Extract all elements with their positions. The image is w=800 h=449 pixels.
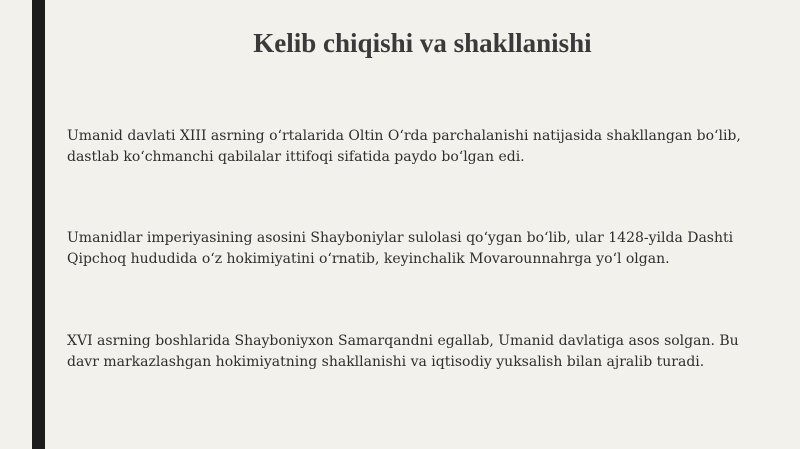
slide-title: Kelib chiqishi va shakllanishi — [253, 28, 592, 58]
paragraph-shaybanids: Umanidlar imperiyasining asosini Shayboniylar sulolasi qoʻygan boʻlib, ular 1428-yilda Dashti Qipchoq hududida oʻz hokimiyatini oʻrnatib, keyinchalik Movarounnahrga yoʻl olgan. — [67, 230, 734, 267]
left-accent-bar — [32, 0, 45, 449]
paragraph-16th-century: XVI asrning boshlarida Shayboniyxon Samarqandni egallab, Umanid davlatiga asos solgan. Bu davr markazlashgan hokimiyatning shakllanishi va iqtisodiy yuksalish bilan ajralib turadi. — [67, 333, 739, 370]
paragraph-origin: Umanid davlati XIII asrning oʻrtalarida Oltin Oʻrda parchalanishi natijasida shakllangan boʻlib, dastlab koʻchmanchi qabilalar ittifoqi sifatida paydo boʻlgan edi. — [67, 128, 741, 165]
